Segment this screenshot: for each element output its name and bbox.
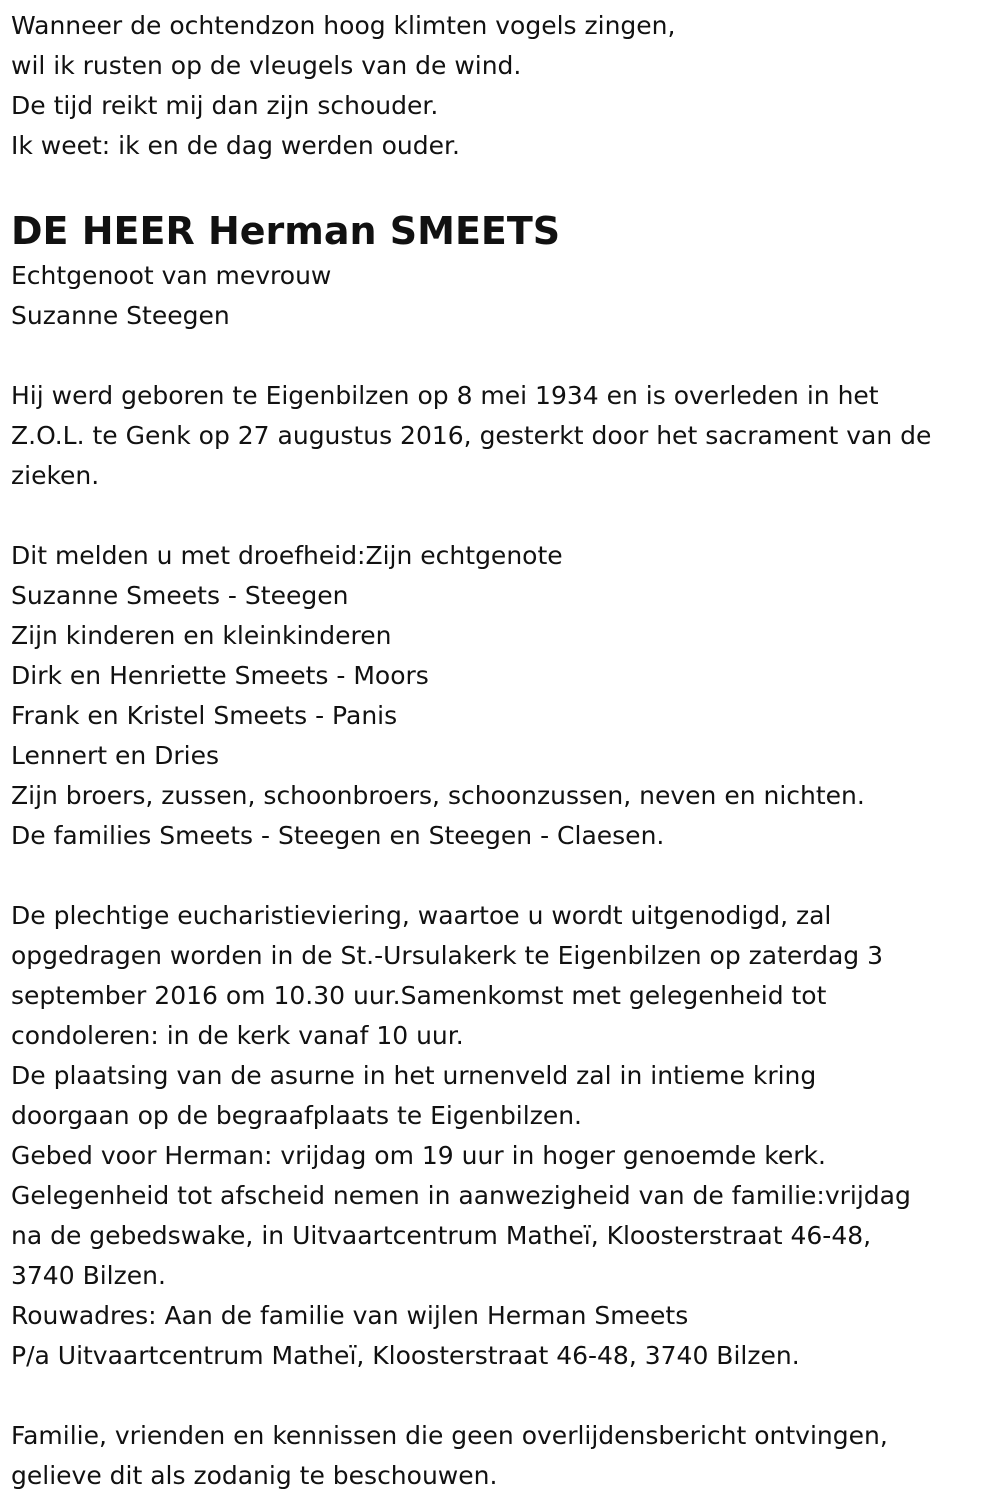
ceremony-line: doorgaan op de begraafplaats te Eigenbilzen. (11, 1101, 582, 1130)
family-line: Suzanne Smeets - Steegen (11, 581, 349, 610)
poem-line: Wanneer de ochtendzon hoog klimten vogels zingen, (11, 11, 676, 40)
ceremony-line: Gebed voor Herman: vrijdag om 19 uur in hoger genoemde kerk. (11, 1141, 826, 1170)
ceremony-line: september 2016 om 10.30 uur.Samenkomst met gelegenheid tot (11, 981, 827, 1010)
spacer (11, 1376, 990, 1416)
family-line: Zijn broers, zussen, schoonbroers, schoonzussen, neven en nichten. (11, 781, 865, 810)
family-line: De families Smeets - Steegen en Steegen - Claesen. (11, 821, 665, 850)
closing-section (11, 1416, 990, 1496)
deceased-name-title: DE HEER Herman SMEETS (11, 209, 561, 253)
poem-line: wil ik rusten op de vleugels van de wind. (11, 51, 522, 80)
family-line: Zijn kinderen en kleinkinderen (11, 621, 392, 650)
spacer (11, 856, 990, 896)
ceremony-section (11, 896, 990, 1376)
ceremony-line: Gelegenheid tot afscheid nemen in aanwezigheid van de familie:vrijdag (11, 1181, 911, 1210)
ceremony-line: condoleren: in de kerk vanaf 10 uur. (11, 1021, 464, 1050)
birth-death-section (11, 376, 990, 496)
poem-line: De tijd reikt mij dan zijn schouder. (11, 91, 439, 120)
family-section (11, 536, 990, 856)
birth-death-line: zieken. (11, 461, 100, 490)
spouse-line: Suzanne Steegen (11, 301, 230, 330)
closing-line: Familie, vrienden en kennissen die geen overlijdensbericht ontvingen, (11, 1421, 888, 1450)
ceremony-line: De plechtige eucharistieviering, waartoe u wordt uitgenodigd, zal (11, 901, 832, 930)
birth-death-line: Hij werd geboren te Eigenbilzen op 8 mei 1934 en is overleden in het (11, 381, 879, 410)
family-line: Dit melden u met droefheid:Zijn echtgenote (11, 541, 563, 570)
spacer (11, 496, 990, 536)
poem (11, 6, 990, 166)
spouse-line: Echtgenoot van mevrouw (11, 261, 332, 290)
ceremony-line: De plaatsing van de asurne in het urnenveld zal in intieme kring (11, 1061, 817, 1090)
ceremony-line: na de gebedswake, in Uitvaartcentrum Matheï, Kloosterstraat 46-48, (11, 1221, 872, 1250)
spacer (11, 336, 990, 376)
ceremony-line: opgedragen worden in de St.-Ursulakerk te Eigenbilzen op zaterdag 3 (11, 941, 884, 970)
closing-line: gelieve dit als zodanig te beschouwen. (11, 1461, 498, 1490)
spouse-section (11, 256, 990, 336)
birth-death-line: Z.O.L. te Genk op 27 augustus 2016, gesterkt door het sacrament van de (11, 421, 932, 450)
poem-line: Ik weet: ik en de dag werden ouder. (11, 131, 460, 160)
ceremony-line: P/a Uitvaartcentrum Matheï, Kloosterstraat 46-48, 3740 Bilzen. (11, 1341, 800, 1370)
ceremony-line: Rouwadres: Aan de familie van wijlen Herman Smeets (11, 1301, 689, 1330)
family-line: Lennert en Dries (11, 741, 220, 770)
family-line: Frank en Kristel Smeets - Panis (11, 701, 398, 730)
ceremony-line: 3740 Bilzen. (11, 1261, 166, 1290)
family-line: Dirk en Henriette Smeets - Moors (11, 661, 429, 690)
